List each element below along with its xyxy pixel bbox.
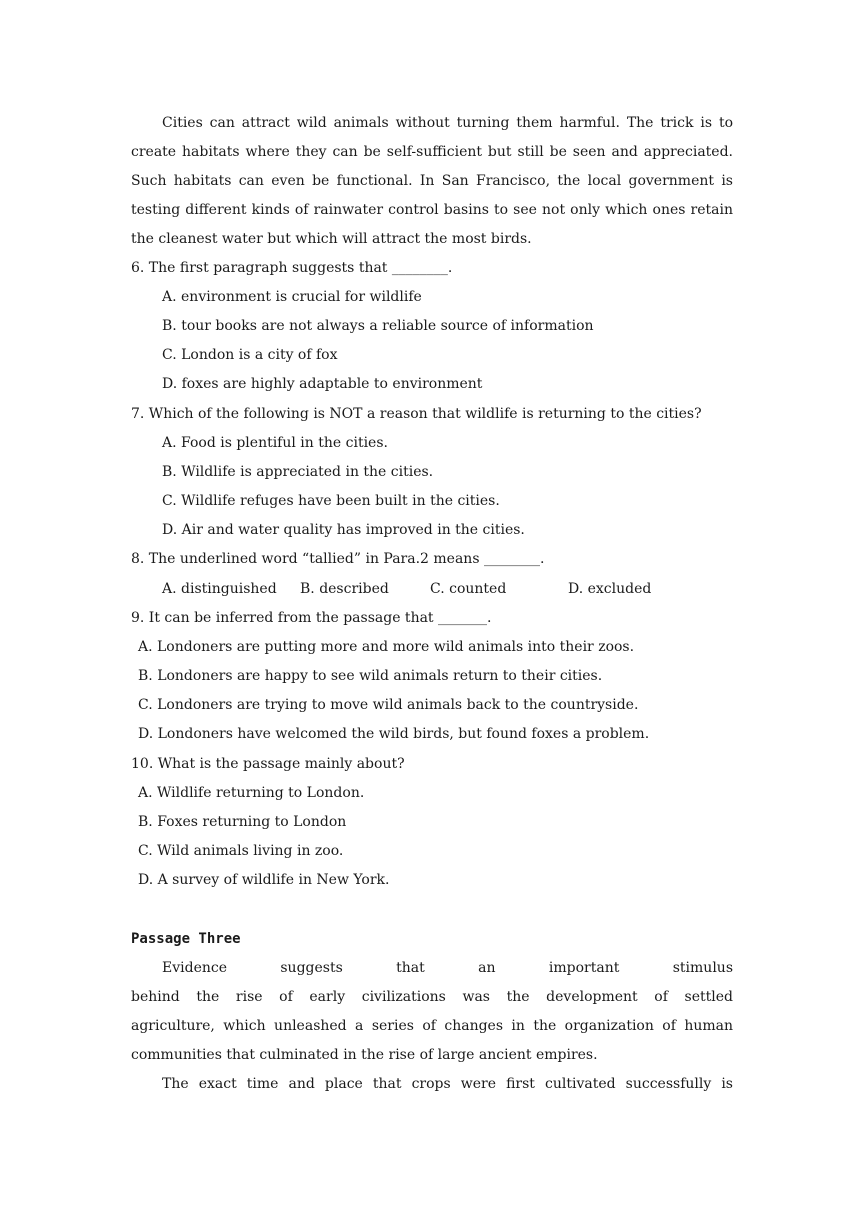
question-8-stem: 8. The underlined word “tallied” in Para.2 means ________. <box>131 551 545 567</box>
question-8-option-d: D. excluded <box>568 581 652 597</box>
question-7-option-b: B. Wildlife is appreciated in the cities. <box>162 464 434 480</box>
question-10-option-d: D. A survey of wildlife in New York. <box>138 872 390 888</box>
question-9-option-a: A. Londoners are putting more and more wild animals into their zoos. <box>138 639 635 655</box>
question-6-option-a: A. environment is crucial for wildlife <box>162 289 422 305</box>
question-6-option-d: D. foxes are highly adaptable to environment <box>162 376 483 392</box>
question-8-option-b: B. described <box>300 581 389 597</box>
question-6-stem: 6. The first paragraph suggests that ________. <box>131 260 453 276</box>
question-9-option-c: C. Londoners are trying to move wild animals back to the countryside. <box>138 697 639 713</box>
question-6-option-b: B. tour books are not always a reliable source of information <box>162 318 594 334</box>
question-8-option-a: A. distinguished <box>162 581 277 597</box>
question-8-option-c: C. counted <box>430 581 507 597</box>
paragraph-line: testing different kinds of rainwater control basins to see not only which ones retain <box>131 202 733 218</box>
paragraph-line: The exact time and place that crops were first cultivated successfully is <box>162 1076 733 1092</box>
question-8-options <box>162 579 733 599</box>
paragraph-line: Such habitats can even be functional. In San Francisco, the local government is <box>131 173 733 189</box>
paragraph-line: behind the rise of early civilizations was the development of settled <box>131 989 733 1005</box>
paragraph-line: communities that culminated in the rise of large ancient empires. <box>131 1047 598 1063</box>
paragraph-line: agriculture, which unleashed a series of changes in the organization of human <box>131 1018 733 1034</box>
question-7-option-d: D. Air and water quality has improved in the cities. <box>162 522 525 538</box>
question-9-option-d: D. Londoners have welcomed the wild birds, but found foxes a problem. <box>138 726 650 742</box>
question-6-option-c: C. London is a city of fox <box>162 347 338 363</box>
paragraph-line: create habitats where they can be self-sufficient but still be seen and appreciated. <box>131 144 733 160</box>
question-9-stem: 9. It can be inferred from the passage that _______. <box>131 610 492 626</box>
question-7-option-a: A. Food is plentiful in the cities. <box>162 435 388 451</box>
question-10-option-c: C. Wild animals living in zoo. <box>138 843 344 859</box>
section-heading: Passage Three <box>131 931 241 947</box>
question-10-option-b: B. Foxes returning to London <box>138 814 347 830</box>
question-10-option-a: A. Wildlife returning to London. <box>138 785 365 801</box>
question-7-stem: 7. Which of the following is NOT a reason that wildlife is returning to the cities? <box>131 406 702 422</box>
paragraph-line: Cities can attract wild animals without turning them harmful. The trick is to <box>162 115 733 131</box>
paragraph-line: the cleanest water but which will attract the most birds. <box>131 231 532 247</box>
paragraph-line: Evidence suggests that an important stimulus <box>162 960 733 976</box>
question-7-option-c: C. Wildlife refuges have been built in the cities. <box>162 493 500 509</box>
question-9-option-b: B. Londoners are happy to see wild animals return to their cities. <box>138 668 603 684</box>
question-10-stem: 10. What is the passage mainly about? <box>131 756 405 772</box>
